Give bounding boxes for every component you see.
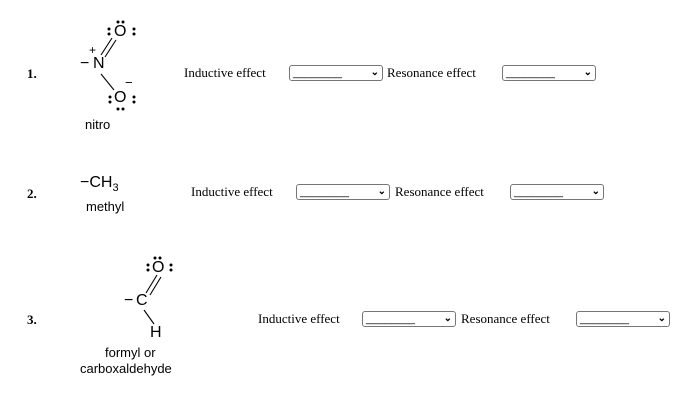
selected-value: ________ — [300, 186, 349, 198]
chevron-down-icon: ⌄ — [591, 186, 600, 197]
resonance-effect-label: Resonance effect — [461, 311, 550, 326]
chevron-down-icon: ⌄ — [443, 313, 452, 324]
hydrogen-atom: H — [150, 324, 162, 341]
oxygen-atom: O — [114, 89, 127, 106]
resonance-effect-select[interactable] — [576, 311, 670, 327]
chevron-down-icon: ⌄ — [370, 67, 379, 78]
question-number: 2. — [27, 186, 37, 201]
carbon-atom: C — [136, 292, 148, 309]
inductive-effect-select[interactable] — [362, 311, 456, 327]
inductive-effect-label: Inductive effect — [258, 311, 340, 326]
selected-value: ________ — [506, 67, 555, 79]
bond-line: − — [124, 292, 134, 309]
substituent-name: methyl — [86, 199, 125, 214]
substituent-name-line2: carboxaldehyde — [80, 361, 172, 376]
question-number: 3. — [27, 312, 37, 327]
resonance-effect-label: Resonance effect — [395, 184, 484, 199]
inductive-effect-label: Inductive effect — [191, 184, 273, 199]
selected-value: ________ — [514, 186, 563, 198]
resonance-effect-label: Resonance effect — [387, 65, 476, 80]
oxygen-atom: O — [114, 23, 127, 40]
selected-value: ________ — [366, 313, 415, 325]
chevron-down-icon: ⌄ — [377, 186, 386, 197]
formula-subscript: 3 — [112, 182, 119, 195]
chevron-down-icon: ⌄ — [583, 67, 592, 78]
positive-charge: + — [89, 43, 97, 57]
selected-value: ________ — [580, 313, 629, 325]
inductive-effect-label: Inductive effect — [184, 65, 266, 80]
chevron-down-icon: ⌄ — [657, 313, 666, 324]
substituent-name-line1: formyl or — [105, 345, 156, 360]
nitrogen-atom: N — [93, 55, 105, 72]
bond-line: − — [80, 55, 90, 72]
formula-main: −CH — [80, 174, 113, 191]
question-number: 1. — [27, 66, 37, 81]
substituent-name: nitro — [85, 117, 111, 132]
negative-charge: − — [125, 75, 133, 90]
oxygen-atom: O — [152, 259, 165, 276]
selected-value: ________ — [293, 67, 342, 79]
